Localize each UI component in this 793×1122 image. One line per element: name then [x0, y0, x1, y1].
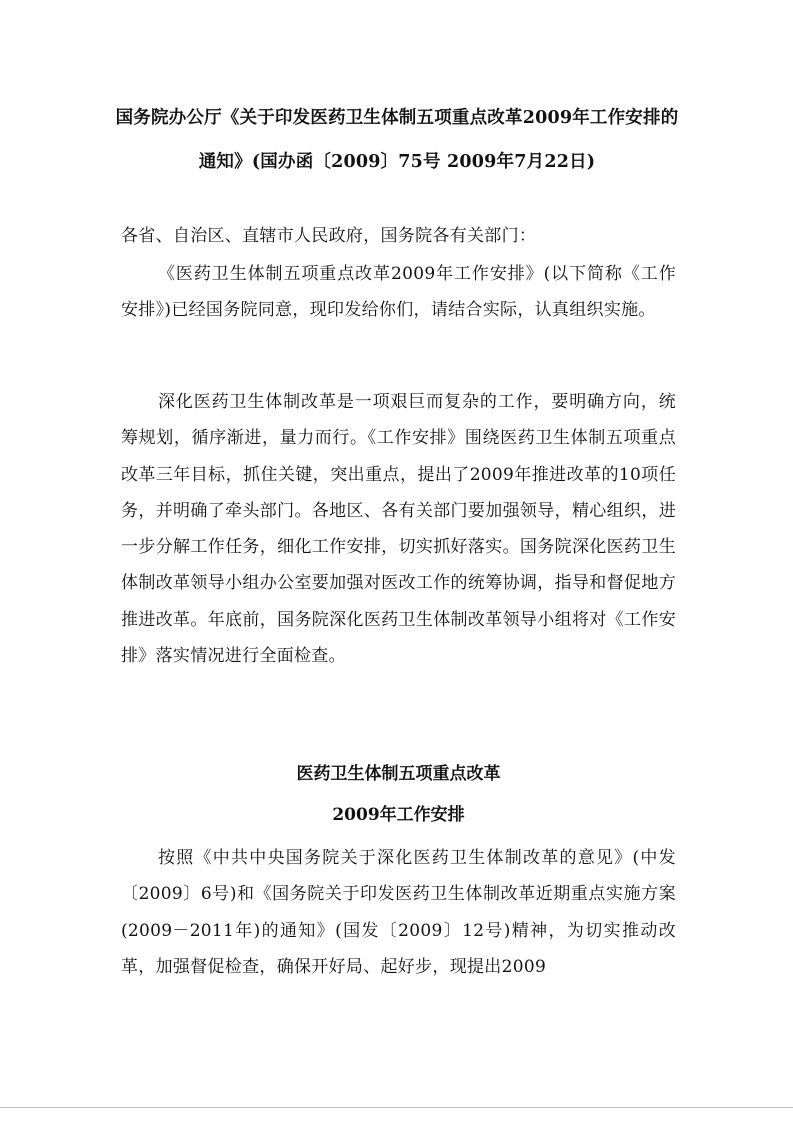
page-bottom-divider [0, 1107, 793, 1108]
section-title-line-2: 2009年工作安排 [332, 805, 465, 825]
paragraph-2: 深化医药卫生体制改革是一项艰巨而复杂的工作，要明确方向，统筹规划，循序渐进，量力而行。《工作安排》围绕医药卫生体制五项重点改革三年目标，抓住关键，突出重点，提出了2009年推进改革的10项任务，并明确了牵头部门。各地区、各有关部门要加强领导，精心组织，进一步分解工作任务，细化工作安排，切实抓好落实。国务院深化医药卫生体制改革领导小组办公室要加强对医改工作的统筹协调，指导和督促地方推进改革。年底前，国务院深化医药卫生体制改革领导小组将对《工作安排》落实情况进行全面检查。 [121, 392, 677, 667]
salutation: 各省、自治区、直辖市人民政府，国务院各有关部门： [121, 226, 537, 246]
section-paragraph: 按照《中共中央国务院关于深化医药卫生体制改革的意见》(中发〔2009〕6号)和《国务院关于印发医药卫生体制改革近期重点实施方案(2009－2011年)的通知》(国发〔2009〕12号)精神，为切实推动改革，加强督促检查，确保开好局、起好步，现提出2009 [121, 848, 676, 977]
section-title-line-1: 医药卫生体制五项重点改革 [296, 764, 501, 784]
paragraph-1: 《医药卫生体制五项重点改革2009年工作安排》(以下简称《工作安排》)已经国务院同意，现印发给你们，请结合实际，认真组织实施。 [121, 264, 676, 321]
document-title: 国务院办公厅《关于印发医药卫生体制五项重点改革2009年工作安排的通知》(国办函〔2009〕75号 2009年7月22日) [115, 108, 679, 172]
